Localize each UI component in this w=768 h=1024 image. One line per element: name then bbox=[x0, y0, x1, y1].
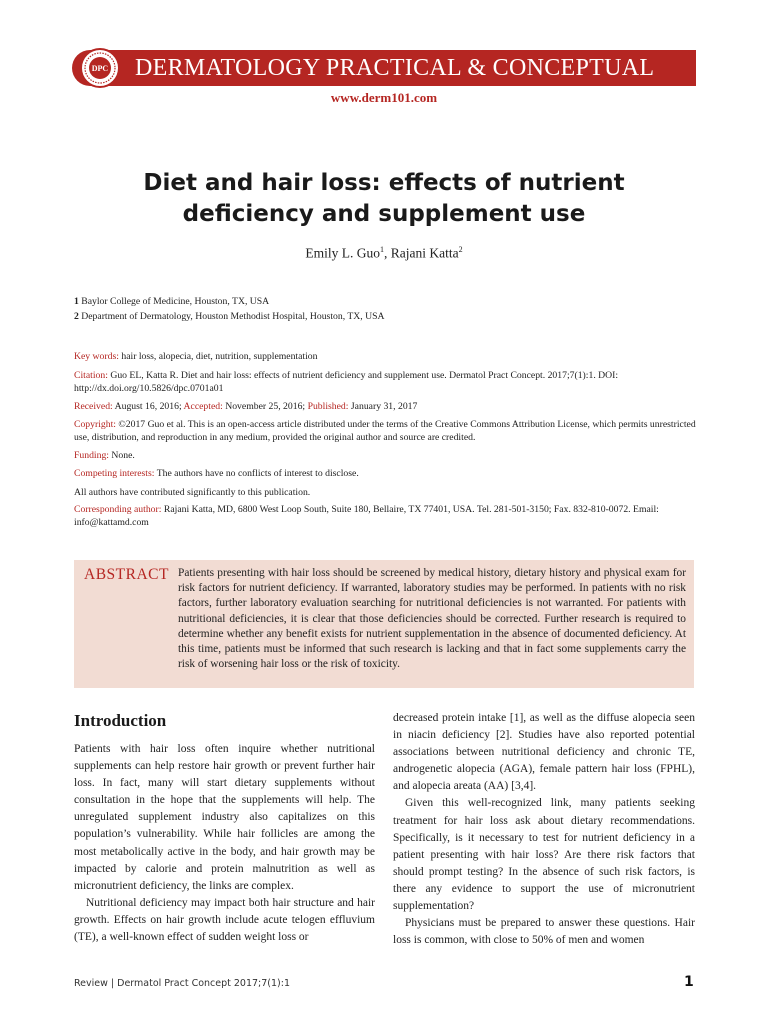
copyright-value: ©2017 Guo et al. This is an open-access article distributed under the terms of the Creative Commons Attribution License, which permits unrestricted use, distribution, and reproduction in any medium, provided the original author and source are credited. bbox=[74, 419, 696, 443]
corresponding-author-label: Corresponding author: bbox=[74, 504, 162, 515]
received-label: Received: bbox=[74, 401, 113, 412]
logo-text: DPC bbox=[91, 64, 109, 73]
affiliation-2 bbox=[74, 310, 704, 323]
accepted-value: November 25, 2016; bbox=[225, 401, 306, 412]
competing-interests-label: Competing interests: bbox=[74, 468, 155, 479]
section-title-introduction: Introduction bbox=[74, 711, 167, 730]
citation-label: Citation: bbox=[74, 370, 108, 381]
funding-value: None. bbox=[111, 450, 135, 461]
journal-logo-icon bbox=[80, 48, 120, 88]
body-paragraph: Physicians must be prepared to answer these questions. Hair loss is common, with close to 50% of men and women bbox=[393, 917, 695, 947]
abstract-box bbox=[74, 560, 694, 688]
page-number: 1 bbox=[684, 974, 694, 990]
footer-citation: Review | Dermatol Pract Concept 2017;7(1):1 bbox=[74, 978, 290, 989]
citation-value[interactable]: Guo EL, Katta R. Diet and hair loss: effects of nutrient deficiency and supplement use. Dermatol Pract Concept. 2017;7(1):1. DOI: http://dx.doi.org/10.5826/dpc.0701a01 bbox=[74, 370, 619, 394]
funding-label: Funding: bbox=[74, 450, 109, 461]
published-value: January 31, 2017 bbox=[350, 401, 418, 412]
abstract-label: ABSTRACT bbox=[84, 566, 169, 583]
published-label: Published: bbox=[307, 401, 349, 412]
keywords-label: Key words: bbox=[74, 351, 119, 362]
contributions bbox=[74, 486, 704, 499]
competing-interests-value: The authors have no conflicts of interest to disclose. bbox=[156, 468, 359, 479]
citation bbox=[74, 369, 704, 395]
body-paragraph: Patients with hair loss often inquire whether nutritional supplements can help restore hair growth or prevent further hair loss. In fact, many will start dietary supplements without consultation in the hope that the supplements will help. The unregulated supplement industry also capitalizes on this population’s vulnerability. While hair follicles are among the most metabolically active in the body, and hair growth may be impacted by calorie and protein malnutrition as well as micronutrient deficiency, the links are complex. bbox=[74, 743, 375, 892]
journal-url-link[interactable]: www.derm101.com bbox=[330, 90, 438, 105]
keywords bbox=[74, 350, 704, 363]
competing-interests bbox=[74, 467, 704, 480]
body-column-right bbox=[393, 710, 695, 949]
received-value: August 16, 2016; bbox=[114, 401, 182, 412]
author-name: Rajani Katta bbox=[390, 245, 459, 261]
article-title: Diet and hair loss: effects of nutrient deficiency and supplement use bbox=[143, 170, 625, 227]
funding bbox=[74, 449, 704, 462]
keywords-value: hair loss, alopecia, diet, nutrition, supplementation bbox=[121, 351, 318, 362]
contributions-value: All authors have contributed significantly to this publication. bbox=[74, 487, 311, 498]
affiliation-number: 1 bbox=[74, 296, 79, 307]
abstract-text: Patients presenting with hair loss should be screened by medical history, dietary history and physical exam for risk factors for nutrient deficiency. If warranted, laboratory studies may be performed. In patients with no risk factors, further laboratory evaluation searching for nutritional deficiencies is not warranted. For patients with nutritional deficiencies, it is clear that those deficiencies should be corrected. Further research is required to determine whether any benefit exists for nutrient supplementation in the absence of documented deficiency. At this time, patients must be informed that such research is lacking and that in fact some supplements carry the risk of worsening hair loss or the risk of toxicity. bbox=[178, 567, 686, 671]
body-paragraph: Nutritional deficiency may impact both hair structure and hair growth. Effects on hair growth include acute telogen effluvium (TE), a well-known effect of sudden weight loss or bbox=[74, 896, 375, 944]
author-affiliation-sup: 1 bbox=[380, 245, 384, 254]
accepted-label: Accepted: bbox=[183, 401, 223, 412]
affiliation-number: 2 bbox=[74, 311, 79, 322]
affiliation-text: Baylor College of Medicine, Houston, TX, USA bbox=[81, 296, 270, 307]
dates bbox=[74, 400, 704, 413]
corresponding-author-value: Rajani Katta, MD, 6800 West Loop South, Suite 180, Bellaire, TX 77401, USA. Tel. 281-501-3150; Fax. 832-810-0072. Email: info@kattamd.com bbox=[74, 504, 659, 528]
journal-title: DERMATOLOGY PRACTICAL & CONCEPTUAL bbox=[135, 55, 655, 81]
body-paragraph: Given this well-recognized link, many patients seeking treatment for hair loss ask about dietary recommendations. Specifically, is it necessary to test for nutrient deficiency in a patient presenting with hair loss? Are there risk factors that should prompt testing? In the absence of such risk factors, is there any evidence to support the use of micronutrient supplementation? bbox=[393, 797, 695, 913]
affiliation-1 bbox=[74, 295, 704, 308]
body-column-left bbox=[74, 741, 375, 946]
copyright bbox=[74, 418, 704, 444]
affiliation-text: Department of Dermatology, Houston Methodist Hospital, Houston, TX, USA bbox=[81, 311, 385, 322]
author-affiliation-sup: 2 bbox=[458, 245, 463, 254]
author-name: Emily L. Guo bbox=[305, 245, 380, 261]
body-paragraph: decreased protein intake [1], as well as the diffuse alopecia seen in niacin deficiency [2]. Studies have also reported potential associations between nutritional deficiency and chronic TE, androgenetic alopecia (AGA), female pattern hair loss (FPHL), and alopecia areata (AA) [3,4]. bbox=[393, 712, 695, 793]
copyright-label: Copyright: bbox=[74, 419, 116, 430]
corresponding-author bbox=[74, 503, 704, 529]
author-list bbox=[0, 245, 768, 262]
author-separator: , bbox=[384, 245, 391, 261]
